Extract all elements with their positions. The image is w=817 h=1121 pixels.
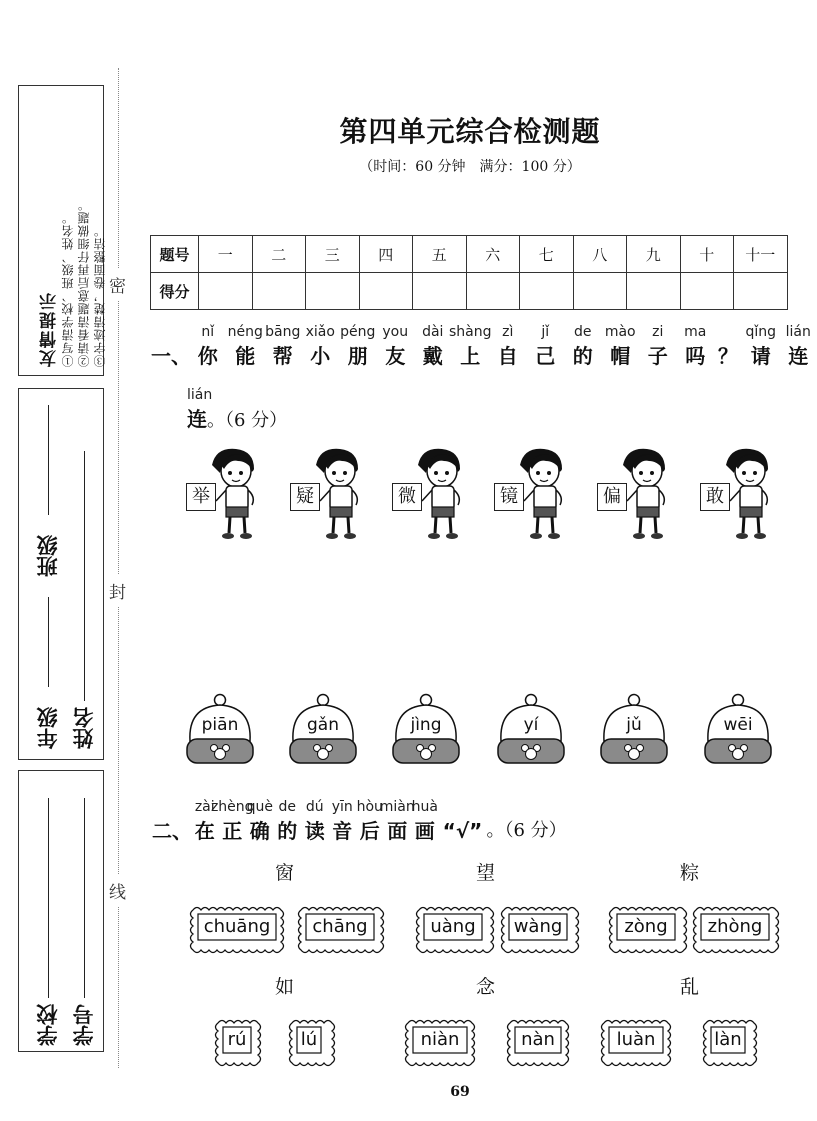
pinyin-char-pair (639, 322, 677, 370)
grade-blank[interactable] (47, 597, 49, 687)
hanzi: 一、 (151, 344, 191, 368)
pinyin-char-pair (302, 322, 340, 370)
pinyin: zài (194, 799, 215, 815)
pinyin-option-label: nàn (521, 1029, 555, 1050)
hat-pinyin: piān (201, 715, 239, 735)
pinyin: néng (227, 324, 263, 340)
boy-figure (186, 445, 266, 545)
name-label: 姓名 (72, 707, 96, 749)
hanzi: 连 (187, 407, 207, 431)
hat-pinyin: jìng (410, 715, 442, 735)
col-header: 五 (413, 236, 467, 273)
pinyin: dú (305, 799, 324, 815)
hanzi: 后 (359, 819, 380, 843)
hanzi: 朋 (347, 344, 368, 368)
hanzi: 连 (788, 344, 809, 368)
question-1-points: 。（6 分） (207, 410, 288, 431)
character-sign[interactable]: 敢 (700, 483, 730, 511)
col-header: 九 (627, 236, 681, 273)
student-info-box (18, 388, 104, 760)
pinyin-char-pair (677, 322, 715, 370)
pinyin: zhèng (210, 799, 254, 815)
score-cell[interactable] (680, 273, 734, 310)
score-cell[interactable] (413, 273, 467, 310)
pinyin: lián (785, 324, 811, 340)
score-cell[interactable] (520, 273, 574, 310)
pinyin-option[interactable] (212, 1017, 262, 1063)
school-blank[interactable] (47, 798, 49, 998)
pinyin-option-label: niàn (420, 1029, 460, 1050)
pinyin: xiǎo (305, 324, 335, 340)
q2-character: 乱 (680, 976, 700, 998)
school-label: 学校 (36, 1004, 60, 1046)
tips-title: 友情提示 (40, 291, 60, 367)
hanzi: 小 (310, 344, 331, 368)
pinyin-char-pair (210, 797, 254, 845)
pinyin: lián (187, 387, 213, 403)
pinyin-option-label: lú (300, 1029, 318, 1050)
score-cell[interactable] (306, 273, 360, 310)
seal-mi: 密 (109, 268, 126, 301)
tip-1: ①写清学校、班级、姓名。 (61, 211, 75, 367)
pinyin-option-label: làn (714, 1029, 742, 1050)
hanzi: ？ (718, 344, 738, 368)
pinyin-option[interactable] (598, 1017, 674, 1063)
hat-pinyin: jǔ (626, 715, 642, 735)
pinyin-char-pair (377, 322, 415, 370)
pinyin: què (246, 799, 273, 815)
row-label: 得分 (151, 273, 199, 310)
pinyin: shàng (449, 324, 492, 340)
score-row (151, 273, 788, 310)
col-header: 十 (680, 236, 734, 273)
hat[interactable] (287, 693, 359, 771)
score-table (150, 235, 788, 310)
pinyin-char-pair (714, 322, 742, 370)
pinyin-option[interactable] (498, 904, 578, 950)
col-header: 八 (573, 236, 627, 273)
question-1-text (153, 322, 817, 370)
hanzi: 读 (304, 819, 325, 843)
pinyin-char-pair (414, 322, 452, 370)
pinyin-option-label: zòng (624, 916, 668, 937)
col-header: 二 (252, 236, 306, 273)
hanzi: 面 (387, 819, 408, 843)
pinyin-option-label: luàn (616, 1029, 656, 1050)
hanzi: 正 (222, 819, 243, 843)
col-header: 三 (306, 236, 360, 273)
boy-figure (290, 445, 370, 545)
hanzi: 的 (572, 344, 593, 368)
character-sign[interactable]: 偏 (597, 483, 627, 511)
hat-pinyin: yí (523, 715, 539, 735)
seal-line (118, 68, 119, 1068)
tip-3: ③字迹清楚，卷面整洁。 (93, 224, 107, 367)
pinyin-char-pair (742, 322, 780, 370)
score-cell[interactable] (359, 273, 413, 310)
hanzi: 你 (197, 344, 218, 368)
tip-2: ②请看清题意后再仔细做题。 (77, 198, 91, 367)
page-title: 第四单元综合检测题 (339, 115, 601, 148)
pinyin-char-pair (153, 322, 189, 370)
score-cell[interactable] (734, 273, 788, 310)
pinyin-option[interactable] (700, 1017, 756, 1063)
pinyin: jǐ (541, 324, 550, 340)
pinyin-char-pair (153, 797, 191, 845)
hanzi: 请 (750, 344, 771, 368)
hat-pinyin: wēi (723, 715, 753, 735)
hanzi: 吗 (685, 344, 706, 368)
pinyin: mào (604, 324, 636, 340)
pinyin-char-pair (246, 797, 274, 845)
hanzi: 帮 (272, 344, 293, 368)
number-blank[interactable] (83, 798, 85, 998)
question-number-row (151, 236, 788, 273)
col-header: 十一 (734, 236, 788, 273)
hanzi: 能 (235, 344, 256, 368)
pinyin-option-label: wàng (513, 916, 563, 937)
seal-feng: 封 (109, 574, 126, 607)
q2-character: 窗 (275, 862, 295, 884)
col-header: 七 (520, 236, 574, 273)
q2-character: 如 (275, 976, 295, 998)
page-subtitle: （时间：60 分钟 满分：100 分） (359, 159, 581, 175)
pinyin: de (574, 324, 592, 340)
pinyin-char-pair (264, 322, 302, 370)
pinyin-char-pair (274, 797, 302, 845)
pinyin-char-pair (780, 322, 817, 370)
score-cell[interactable] (627, 273, 681, 310)
hat[interactable] (184, 693, 256, 771)
boy-figure (494, 445, 574, 545)
hat[interactable] (702, 693, 774, 771)
class-label: 班级 (36, 535, 60, 577)
hanzi: 上 (460, 344, 481, 368)
pinyin-char-pair (227, 322, 265, 370)
hanzi: 画 (414, 819, 435, 843)
pinyin: de (278, 799, 296, 815)
hanzi: 在 (194, 819, 215, 843)
pinyin-option-label: chāng (312, 916, 368, 937)
pinyin-char-pair (489, 322, 527, 370)
q2-character: 念 (476, 976, 496, 998)
pinyin-char-pair (527, 322, 565, 370)
hanzi: 友 (385, 344, 406, 368)
pinyin-char-pair (449, 322, 492, 370)
question-2-text (153, 797, 577, 845)
pinyin: hòu (356, 799, 383, 815)
page-number: 69 (450, 1084, 470, 1100)
col-header: 六 (466, 236, 520, 273)
pinyin-char-pair (439, 797, 487, 845)
school-info-box (18, 770, 104, 1052)
pinyin-option-label: chuāng (203, 916, 271, 937)
pinyin-option[interactable] (187, 904, 287, 950)
hanzi: 戴 (422, 344, 443, 368)
pinyin-option-label: uàng (430, 916, 476, 937)
pinyin-char-pair (602, 322, 640, 370)
pinyin: miàn (379, 799, 415, 815)
hanzi: 己 (535, 344, 556, 368)
pinyin-option[interactable] (606, 904, 686, 950)
pinyin: nǐ (201, 324, 215, 340)
pinyin-option-label: rú (227, 1029, 247, 1050)
pinyin-option[interactable] (286, 1017, 332, 1063)
pinyin-char-pair (339, 322, 377, 370)
pinyin-char-pair (329, 797, 357, 845)
hat[interactable] (598, 693, 670, 771)
q2-character: 粽 (680, 862, 700, 884)
row-label: 题号 (151, 236, 199, 273)
col-header: 四 (359, 236, 413, 273)
character-sign[interactable]: 微 (392, 483, 422, 511)
pinyin-option[interactable] (690, 904, 780, 950)
pinyin-char-pair (379, 797, 415, 845)
question-1-line2 (187, 385, 287, 435)
hanzi: 二、 (152, 819, 192, 843)
character-sign[interactable]: 举 (186, 483, 216, 511)
hat[interactable] (495, 693, 567, 771)
boy-figure (392, 445, 472, 545)
score-cell[interactable] (199, 273, 253, 310)
score-cell[interactable] (252, 273, 306, 310)
hanzi: 确 (249, 819, 270, 843)
col-header: 一 (199, 236, 253, 273)
number-label: 学号 (72, 1004, 96, 1046)
pinyin-char-pair (301, 797, 329, 845)
pinyin: huà (411, 799, 438, 815)
q2-character: 望 (476, 862, 496, 884)
pinyin-option[interactable] (413, 904, 493, 950)
pinyin-option-label: zhòng (707, 916, 763, 937)
hanzi: 帽 (610, 344, 631, 368)
pinyin-option[interactable] (295, 904, 385, 950)
character-sign[interactable]: 镜 (494, 483, 524, 511)
pinyin: zì (502, 324, 514, 340)
class-blank[interactable] (47, 405, 49, 515)
boy-figure (597, 445, 677, 545)
hanzi: “√” (442, 819, 483, 843)
hanzi: 自 (497, 344, 518, 368)
hat[interactable] (390, 693, 462, 771)
hanzi: 音 (332, 819, 353, 843)
pinyin: yīn (331, 799, 353, 815)
pinyin-option[interactable] (504, 1017, 572, 1063)
hat-pinyin: gǎn (307, 715, 339, 735)
hanzi: 子 (647, 344, 668, 368)
pinyin-option[interactable] (402, 1017, 478, 1063)
hanzi: 。（6 分） (486, 820, 567, 841)
boy-figure (700, 445, 780, 545)
pinyin-char-pair (487, 797, 577, 845)
pinyin: you (382, 324, 409, 340)
character-sign[interactable]: 疑 (290, 483, 320, 511)
pinyin-char-pair (189, 322, 227, 370)
seal-xian: 线 (109, 874, 126, 907)
pinyin-char-pair (564, 322, 602, 370)
name-blank[interactable] (83, 451, 85, 701)
pinyin-char-pair (411, 797, 439, 845)
pinyin: péng (340, 324, 376, 340)
hanzi: 的 (277, 819, 298, 843)
pinyin: zi (652, 324, 664, 340)
score-cell[interactable] (466, 273, 520, 310)
pinyin: bāng (265, 324, 301, 340)
pinyin: ma (684, 324, 707, 340)
score-cell[interactable] (573, 273, 627, 310)
pinyin: dài (422, 324, 444, 340)
grade-label: 年级 (36, 707, 60, 749)
pinyin: qǐng (745, 324, 777, 340)
